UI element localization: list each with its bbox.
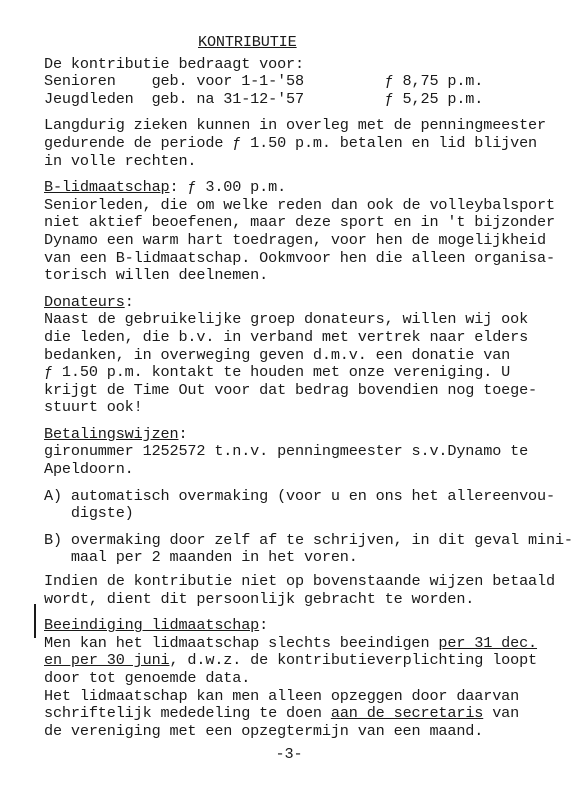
intro-line: De kontributie bedraagt voor:	[44, 54, 304, 73]
beeindiging-colon: :	[259, 616, 269, 635]
b-lid-heading: B-lidmaatschap	[44, 178, 170, 197]
zieken-line-3: in volle rechten.	[44, 151, 197, 170]
beeindiging-line-1-text: Men kan het lidmaatschap slechts beeindigen	[44, 633, 439, 652]
option-b-line-1: B) overmaking door zelf af te schrijven, in dit geval mini-	[44, 530, 573, 549]
zieken-line-1: Langdurig zieken kunnen in overleg met de penningmeester	[44, 116, 546, 135]
page-title: KONTRIBUTIE	[198, 33, 297, 51]
secretaris-text: aan de secretaris	[330, 704, 484, 723]
donateurs-line-4: ƒ 1.50 p.m. kontakt te houden met onze vereniging. U	[44, 363, 511, 382]
beeindiging-heading-line	[44, 617, 558, 635]
b-lid-heading-line	[44, 179, 558, 197]
donateurs-heading: Donateurs	[44, 292, 125, 311]
date-dec-31: per 31 dec.	[438, 633, 538, 652]
option-a-line-2: digste)	[44, 504, 134, 523]
beeindiging-line-5	[44, 705, 558, 723]
betaling-heading-line	[44, 426, 558, 444]
beeindiging-line-3: door tot genoemde data.	[44, 669, 251, 687]
donateurs-colon: :	[124, 292, 134, 311]
beeindiging-line-2-text: , d.w.z. de kontributieverplichting loopt	[169, 651, 538, 670]
betaling-heading: Betalingswijzen	[44, 424, 179, 443]
zieken-line-2: gedurende de periode ƒ 1.50 p.m. betalen en lid blijven	[44, 133, 538, 152]
beeindiging-line-5-end: van	[483, 704, 520, 723]
beeindiging-line-2	[44, 652, 558, 670]
beeindiging-line-5-text: schriftelijk mededeling te doen	[44, 704, 331, 723]
betaling-note-2: wordt, dient dit persoonlijk gebracht te worden.	[44, 589, 475, 608]
b-lid-line-2: niet aktief beoefenen, maar deze sport en in 't bijzonder	[44, 213, 555, 232]
beeindiging-line-4: Het lidmaatschap kan men alleen opzeggen door daarvan	[44, 686, 520, 705]
page-number: -3-	[275, 745, 303, 763]
donateurs-line-1: Naast de gebruikelijke groep donateurs, willen wij ook	[44, 310, 529, 329]
donateurs-line-2: die leden, die b.v. in verband met vertrek naar elders	[44, 327, 529, 346]
option-b-line-2: maal per 2 maanden in het voren.	[44, 548, 358, 567]
b-lid-line-3: Dynamo een warm hart toedragen, voor hen de mogelijkheid	[44, 230, 546, 249]
beeindiging-line-6: de vereniging met een opzegtermijn van een maand.	[44, 721, 484, 740]
b-lid-fee: : ƒ 3.00 p.m.	[169, 178, 287, 197]
b-lid-line-1: Seniorleden, die om welke reden dan ook de volleybalsport	[44, 195, 555, 214]
beeindiging-line-1	[44, 635, 558, 653]
donateurs-line-6: stuurt ook!	[44, 398, 143, 417]
b-lid-line-4: van een B-lidmaatschap. Ookmvoor hen die alleen organisa-	[44, 248, 555, 267]
margin-mark	[34, 604, 36, 638]
betaling-line-2: Apeldoorn.	[44, 460, 134, 479]
donateurs-line-5: krijgt de Time Out voor dat bedrag bovendien nog toege-	[44, 380, 538, 399]
donateurs-line-3: bedanken, in overweging geven d.m.v. een donatie van	[44, 345, 511, 364]
jeugdleden-line: Jeugdleden geb. na 31-12-'57 ƒ 5,25 p.m.	[44, 89, 484, 108]
betaling-line-1: gironummer 1252572 t.n.v. penningmeester s.v.Dynamo te	[44, 442, 529, 461]
b-lid-line-5: torisch willen deelnemen.	[44, 266, 269, 285]
betaling-colon: :	[178, 424, 188, 443]
donateurs-heading-line	[44, 294, 558, 312]
date-jun-30: en per 30 juni	[44, 651, 170, 670]
senioren-line: Senioren geb. voor 1-1-'58 ƒ 8,75 p.m.	[44, 72, 484, 91]
beeindiging-heading: Beeindiging lidmaatschap	[44, 616, 260, 635]
betaling-note-1: Indien de kontributie niet op bovenstaande wijzen betaald	[44, 572, 555, 591]
option-a-line-1: A) automatisch overmaking (voor u en ons het allereenvou-	[44, 486, 555, 505]
